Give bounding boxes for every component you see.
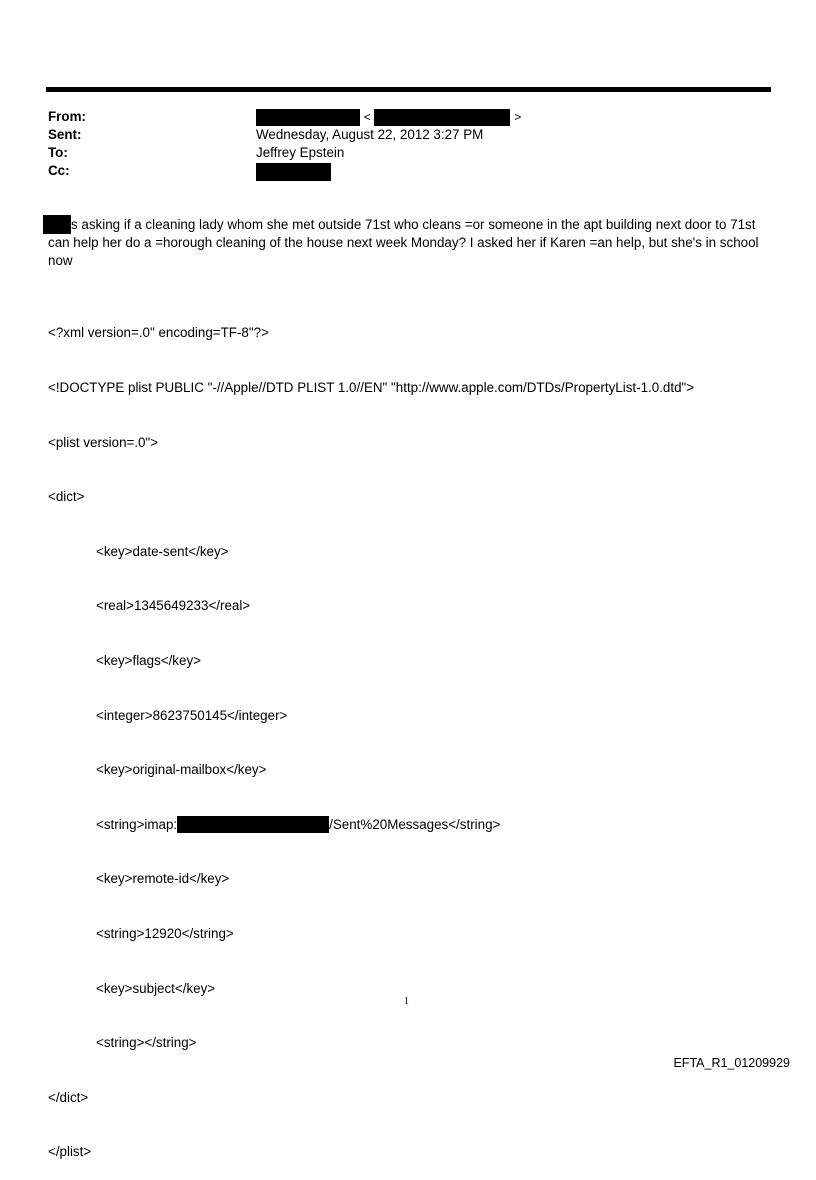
from-open-angle: < bbox=[363, 109, 371, 124]
redacted-name bbox=[43, 215, 71, 234]
plist-line: <integer>8623750145</integer> bbox=[96, 707, 288, 723]
redacted-sender-email bbox=[374, 109, 510, 126]
plist-line: <?xml version=.0" encoding=TF-8"?> bbox=[48, 325, 269, 341]
to-row bbox=[48, 144, 768, 162]
imap-suffix: /Sent%20Messages</string> bbox=[329, 816, 501, 832]
redacted-imap-account bbox=[177, 816, 329, 833]
to-value: Jeffrey Epstein bbox=[256, 145, 345, 160]
email-header bbox=[48, 108, 768, 180]
plist-line: <key>subject</key> bbox=[96, 980, 216, 996]
cc-row bbox=[48, 162, 768, 180]
plist-line: <key>original-mailbox</key> bbox=[96, 762, 267, 778]
sent-row bbox=[48, 126, 768, 144]
plist-line-imap bbox=[48, 816, 773, 834]
plist-line: </plist> bbox=[48, 1144, 92, 1160]
cc-value bbox=[256, 162, 331, 181]
from-row bbox=[48, 108, 768, 126]
plist-line: </dict> bbox=[48, 1089, 89, 1105]
redacted-sender-name bbox=[256, 109, 360, 126]
body-line-2: can help her do a =horough cleaning of the house next week Monday? I asked her if Karen =an help, but she's in school bbox=[48, 235, 759, 251]
to-label: To: bbox=[48, 145, 68, 160]
document-id: EFTA_R1_01209929 bbox=[673, 1056, 790, 1070]
body-line-3: now bbox=[48, 253, 73, 269]
body-line-1 bbox=[48, 215, 773, 234]
body-line-1-text: s asking if a cleaning lady whom she met outside 71st who cleans =or someone in the apt building next door to 71st bbox=[71, 217, 756, 232]
plist-metadata bbox=[48, 288, 773, 1180]
sent-value: Wednesday, August 22, 2012 3:27 PM bbox=[256, 127, 484, 142]
imap-prefix: <string>imap: bbox=[96, 816, 178, 832]
plist-line: <dict> bbox=[48, 489, 85, 505]
sent-label: Sent: bbox=[48, 127, 82, 142]
plist-line: <string>12920</string> bbox=[96, 925, 234, 941]
plist-line: <plist version=.0"> bbox=[48, 434, 159, 450]
top-rule bbox=[46, 87, 771, 92]
email-body bbox=[48, 215, 773, 271]
plist-line: <key>flags</key> bbox=[96, 652, 201, 668]
plist-line: <key>remote-id</key> bbox=[96, 871, 230, 887]
cc-label: Cc: bbox=[48, 163, 70, 178]
from-close-angle: > bbox=[514, 109, 522, 124]
from-value bbox=[256, 108, 521, 126]
plist-line: <key>date-sent</key> bbox=[96, 543, 229, 559]
plist-line: <!DOCTYPE plist PUBLIC "-//Apple//DTD PLIST 1.0//EN" "http://www.apple.com/DTDs/PropertyList-1.0.dtd"> bbox=[48, 380, 695, 395]
from-label: From: bbox=[48, 109, 86, 124]
redacted-cc bbox=[256, 163, 331, 181]
plist-line: <real>1345649233</real> bbox=[96, 598, 251, 614]
page-number: 1 bbox=[404, 996, 409, 1007]
plist-line: <string></string> bbox=[96, 1035, 197, 1051]
